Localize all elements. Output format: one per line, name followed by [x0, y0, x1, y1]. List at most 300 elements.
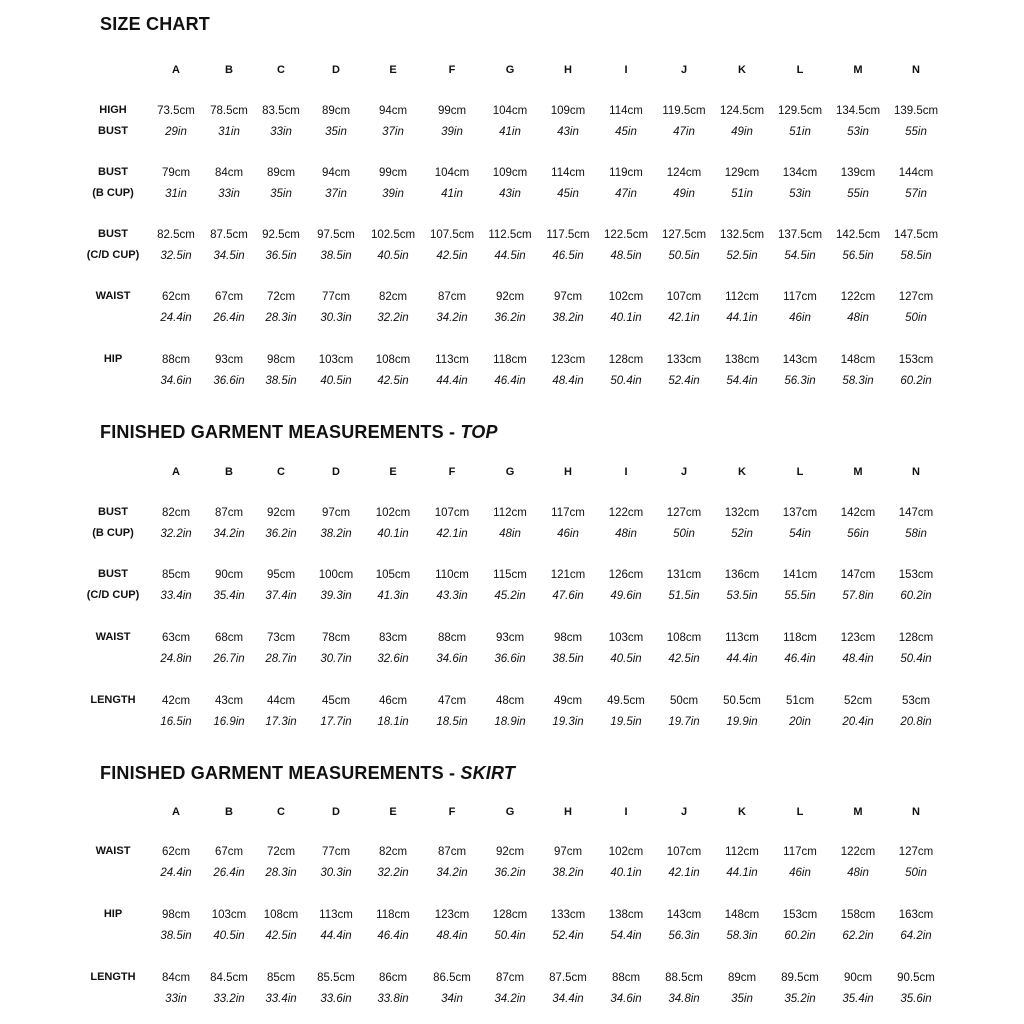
inch-value: 33.4in: [160, 590, 192, 602]
cm-value: 90cm: [214, 569, 244, 581]
inch-value: 16.5in: [160, 716, 192, 728]
cm-value: 127cm: [898, 291, 934, 303]
size-column-header: F: [448, 466, 456, 478]
inch-value: 36.2in: [265, 528, 297, 540]
size-column-header: L: [796, 466, 804, 478]
cm-value: 126cm: [608, 569, 644, 581]
inch-value: 45in: [557, 188, 579, 200]
row-label-line: (C/D CUP): [86, 249, 140, 261]
cm-value: 134cm: [782, 167, 818, 179]
row-label-line: BUST: [98, 568, 128, 580]
inch-value: 43.3in: [436, 590, 468, 602]
inch-value: 33in: [165, 993, 187, 1005]
inch-value: 34.6in: [436, 653, 468, 665]
cm-value: 123cm: [434, 909, 470, 921]
cm-value: 102.5cm: [370, 229, 416, 241]
inch-value: 39in: [441, 126, 463, 138]
inch-value: 18.1in: [377, 716, 409, 728]
size-column-header: K: [738, 806, 746, 818]
inch-value: 34.6in: [160, 375, 192, 387]
cm-value: 117cm: [783, 846, 817, 858]
cm-value: 49cm: [553, 695, 583, 707]
inch-value: 24.4in: [160, 312, 192, 324]
cm-value: 83.5cm: [262, 105, 300, 117]
row-label: [78, 224, 148, 266]
cm-value: 89cm: [266, 167, 296, 179]
size-column-header: I: [624, 806, 628, 818]
cm-value: 82.5cm: [157, 229, 195, 241]
size-column-header: L: [796, 64, 804, 76]
inch-value: 50.4in: [610, 375, 642, 387]
cm-value: 62cm: [161, 846, 191, 858]
cm-value: 137cm: [782, 507, 818, 519]
inch-value: 33.6in: [320, 993, 352, 1005]
cm-value: 93cm: [214, 354, 244, 366]
cm-value: 62cm: [161, 291, 191, 303]
inch-value: 52.4in: [668, 375, 700, 387]
inch-value: 50in: [673, 528, 695, 540]
cm-value: 139cm: [840, 167, 876, 179]
cm-value: 94cm: [321, 167, 351, 179]
inch-value: 19.3in: [552, 716, 584, 728]
inch-value: 46in: [789, 867, 811, 879]
cm-value: 97.5cm: [317, 229, 355, 241]
size-column-header: N: [912, 466, 920, 478]
row-label: [78, 904, 148, 925]
inch-value: 24.8in: [160, 653, 192, 665]
inch-value: 46in: [789, 312, 811, 324]
section-title-text: FINISHED GARMENT MEASUREMENTS -: [100, 763, 461, 783]
inch-value: 18.9in: [494, 716, 526, 728]
inch-value: 53in: [847, 126, 869, 138]
section-title-suffix: TOP: [460, 422, 498, 442]
cm-value: 107cm: [434, 507, 470, 519]
inch-value: 39in: [382, 188, 404, 200]
inch-value: 32.5in: [160, 250, 192, 262]
inch-value: 38.5in: [320, 250, 352, 262]
inch-value: 56in: [847, 528, 869, 540]
cm-value: 84cm: [161, 972, 191, 984]
cm-value: 103cm: [211, 909, 247, 921]
inch-value: 19.7in: [668, 716, 700, 728]
inch-value: 33in: [270, 126, 292, 138]
inch-value: 49.6in: [610, 590, 642, 602]
inch-value: 50in: [905, 867, 927, 879]
cm-value: 63cm: [161, 632, 191, 644]
row-label: [78, 162, 148, 204]
inch-value: 56.3in: [668, 930, 700, 942]
row-label-line: WAIST: [95, 290, 131, 302]
inch-value: 40.1in: [377, 528, 409, 540]
cm-value: 122cm: [608, 507, 644, 519]
inch-value: 24.4in: [160, 867, 192, 879]
inch-value: 44.4in: [726, 653, 758, 665]
size-column-header: E: [389, 466, 397, 478]
cm-value: 112.5cm: [488, 229, 532, 241]
inch-value: 35in: [270, 188, 292, 200]
cm-value: 108cm: [666, 632, 702, 644]
cm-value: 94cm: [378, 105, 408, 117]
cm-value: 72cm: [266, 291, 296, 303]
inch-value: 35in: [325, 126, 347, 138]
cm-value: 139.5cm: [893, 105, 939, 117]
inch-value: 46.4in: [784, 653, 816, 665]
cm-value: 89cm: [321, 105, 351, 117]
size-column-header: N: [912, 64, 920, 76]
cm-value: 87cm: [495, 972, 525, 984]
cm-value: 122cm: [840, 846, 876, 858]
size-column-header: I: [624, 64, 628, 76]
inch-value: 38.5in: [160, 930, 192, 942]
inch-value: 31in: [165, 188, 187, 200]
cm-value: 128cm: [492, 909, 528, 921]
row-label-line: WAIST: [95, 845, 131, 857]
inch-value: 35.2in: [784, 993, 816, 1005]
cm-value: 113cm: [319, 909, 353, 921]
inch-value: 17.7in: [320, 716, 352, 728]
cm-value: 85cm: [266, 972, 296, 984]
inch-value: 36.2in: [494, 867, 526, 879]
row-label: [78, 502, 148, 544]
inch-value: 34.8in: [668, 993, 700, 1005]
cm-value: 92cm: [266, 507, 296, 519]
cm-value: 86cm: [378, 972, 408, 984]
cm-value: 42cm: [161, 695, 191, 707]
row-label-line: LENGTH: [90, 694, 136, 706]
inch-value: 44.1in: [726, 867, 758, 879]
cm-value: 51cm: [785, 695, 815, 707]
inch-value: 18.5in: [436, 716, 468, 728]
cm-value: 79cm: [161, 167, 191, 179]
cm-value: 46cm: [378, 695, 408, 707]
cm-value: 163cm: [898, 909, 934, 921]
inch-value: 26.7in: [213, 653, 245, 665]
cm-value: 138cm: [608, 909, 644, 921]
cm-value: 100cm: [318, 569, 354, 581]
inch-value: 48in: [847, 312, 869, 324]
inch-value: 36.6in: [213, 375, 245, 387]
inch-value: 43in: [557, 126, 579, 138]
size-column-header: B: [225, 806, 233, 818]
section-title: [100, 14, 210, 35]
inch-value: 39.3in: [320, 590, 352, 602]
cm-value: 112cm: [493, 507, 527, 519]
cm-value: 88.5cm: [665, 972, 703, 984]
section-title-text: FINISHED GARMENT MEASUREMENTS -: [100, 422, 461, 442]
cm-value: 142cm: [840, 507, 876, 519]
cm-value: 117cm: [551, 507, 585, 519]
section-title: [100, 422, 498, 443]
cm-value: 98cm: [553, 632, 583, 644]
size-column-header: C: [277, 466, 285, 478]
cm-value: 88cm: [161, 354, 191, 366]
cm-value: 105cm: [375, 569, 411, 581]
size-column-header: E: [389, 64, 397, 76]
inch-value: 44.4in: [320, 930, 352, 942]
inch-value: 60.2in: [900, 375, 932, 387]
cm-value: 153cm: [898, 569, 934, 581]
cm-value: 87.5cm: [549, 972, 587, 984]
cm-value: 128cm: [898, 632, 934, 644]
inch-value: 55.5in: [784, 590, 816, 602]
inch-value: 36.6in: [494, 653, 526, 665]
cm-value: 107cm: [666, 846, 702, 858]
inch-value: 44.1in: [726, 312, 758, 324]
cm-value: 50.5cm: [723, 695, 761, 707]
cm-value: 43cm: [214, 695, 244, 707]
cm-value: 123cm: [840, 632, 876, 644]
inch-value: 37in: [325, 188, 347, 200]
cm-value: 147cm: [840, 569, 876, 581]
inch-value: 34.6in: [610, 993, 642, 1005]
cm-value: 52cm: [843, 695, 873, 707]
size-column-header: A: [172, 466, 180, 478]
inch-value: 34.2in: [436, 867, 468, 879]
inch-value: 58.5in: [900, 250, 932, 262]
inch-value: 47in: [615, 188, 637, 200]
cm-value: 112cm: [725, 291, 759, 303]
cm-value: 108cm: [375, 354, 411, 366]
cm-value: 82cm: [378, 291, 408, 303]
inch-value: 46.5in: [552, 250, 584, 262]
inch-value: 43in: [499, 188, 521, 200]
row-label: [78, 286, 148, 307]
cm-value: 153cm: [782, 909, 818, 921]
inch-value: 49in: [673, 188, 695, 200]
inch-value: 36.2in: [494, 312, 526, 324]
row-label-line: WAIST: [95, 631, 131, 643]
cm-value: 73.5cm: [157, 105, 195, 117]
inch-value: 37.4in: [265, 590, 297, 602]
cm-value: 118cm: [783, 632, 817, 644]
cm-value: 128cm: [608, 354, 644, 366]
inch-value: 46.4in: [377, 930, 409, 942]
cm-value: 78cm: [321, 632, 351, 644]
inch-value: 51.5in: [668, 590, 700, 602]
size-column-header: G: [505, 806, 515, 818]
size-column-header: M: [853, 64, 863, 76]
cm-value: 117.5cm: [546, 229, 590, 241]
inch-value: 28.7in: [265, 653, 297, 665]
inch-value: 41in: [499, 126, 521, 138]
size-column-header: L: [796, 806, 804, 818]
inch-value: 38.5in: [265, 375, 297, 387]
cm-value: 131cm: [666, 569, 702, 581]
cm-value: 113cm: [725, 632, 759, 644]
inch-value: 40.1in: [610, 867, 642, 879]
inch-value: 48.4in: [842, 653, 874, 665]
inch-value: 33in: [218, 188, 240, 200]
inch-value: 45in: [615, 126, 637, 138]
cm-value: 84cm: [214, 167, 244, 179]
cm-value: 109cm: [492, 167, 528, 179]
cm-value: 84.5cm: [210, 972, 248, 984]
inch-value: 33.4in: [265, 993, 297, 1005]
cm-value: 143cm: [782, 354, 818, 366]
size-column-header: H: [564, 466, 572, 478]
inch-value: 20in: [789, 716, 811, 728]
inch-value: 29in: [165, 126, 187, 138]
cm-value: 90.5cm: [897, 972, 935, 984]
cm-value: 85cm: [161, 569, 191, 581]
inch-value: 42.1in: [436, 528, 468, 540]
cm-value: 147.5cm: [893, 229, 939, 241]
inch-value: 55in: [905, 126, 927, 138]
size-column-header: M: [853, 806, 863, 818]
size-column-header: K: [738, 466, 746, 478]
inch-value: 64.2in: [900, 930, 932, 942]
inch-value: 38.2in: [552, 867, 584, 879]
inch-value: 58.3in: [726, 930, 758, 942]
size-column-header: A: [172, 64, 180, 76]
cm-value: 104cm: [434, 167, 470, 179]
cm-value: 127cm: [666, 507, 702, 519]
inch-value: 51in: [789, 126, 811, 138]
cm-value: 127cm: [898, 846, 934, 858]
cm-value: 83cm: [378, 632, 408, 644]
inch-value: 34.2in: [494, 993, 526, 1005]
inch-value: 50.5in: [668, 250, 700, 262]
cm-value: 92.5cm: [262, 229, 300, 241]
cm-value: 124.5cm: [719, 105, 765, 117]
size-column-header: F: [448, 64, 456, 76]
inch-value: 54.4in: [610, 930, 642, 942]
inch-value: 42.5in: [265, 930, 297, 942]
row-label-line: BUST: [98, 228, 128, 240]
inch-value: 44.5in: [494, 250, 526, 262]
inch-value: 30.3in: [320, 867, 352, 879]
cm-value: 143cm: [666, 909, 702, 921]
row-label: [78, 967, 148, 988]
cm-value: 153cm: [898, 354, 934, 366]
size-column-header: C: [277, 64, 285, 76]
inch-value: 52in: [731, 528, 753, 540]
cm-value: 49.5cm: [607, 695, 645, 707]
inch-value: 50.4in: [900, 653, 932, 665]
cm-value: 127.5cm: [661, 229, 707, 241]
cm-value: 119cm: [609, 167, 643, 179]
cm-value: 77cm: [321, 846, 351, 858]
size-column-header: B: [225, 466, 233, 478]
inch-value: 34.2in: [436, 312, 468, 324]
inch-value: 42.1in: [668, 867, 700, 879]
cm-value: 67cm: [214, 291, 244, 303]
inch-value: 35.6in: [900, 993, 932, 1005]
inch-value: 41in: [441, 188, 463, 200]
inch-value: 52.4in: [552, 930, 584, 942]
cm-value: 107cm: [666, 291, 702, 303]
cm-value: 104cm: [492, 105, 528, 117]
inch-value: 56.3in: [784, 375, 816, 387]
inch-value: 54.4in: [726, 375, 758, 387]
cm-value: 98cm: [161, 909, 191, 921]
inch-value: 49in: [731, 126, 753, 138]
inch-value: 32.2in: [160, 528, 192, 540]
row-label: [78, 627, 148, 648]
section-title-text: SIZE CHART: [100, 14, 210, 34]
row-label: [78, 690, 148, 711]
inch-value: 42.5in: [377, 375, 409, 387]
row-label-line: HIP: [103, 908, 123, 920]
inch-value: 34.5in: [213, 250, 245, 262]
inch-value: 62.2in: [842, 930, 874, 942]
size-column-header: D: [332, 64, 340, 76]
inch-value: 30.7in: [320, 653, 352, 665]
inch-value: 38.2in: [552, 312, 584, 324]
cm-value: 137.5cm: [777, 229, 823, 241]
cm-value: 47cm: [437, 695, 467, 707]
cm-value: 87cm: [437, 846, 467, 858]
cm-value: 102cm: [608, 846, 644, 858]
inch-value: 32.6in: [377, 653, 409, 665]
cm-value: 136cm: [724, 569, 760, 581]
size-column-header: J: [680, 64, 688, 76]
size-column-header: D: [332, 806, 340, 818]
inch-value: 50.4in: [494, 930, 526, 942]
cm-value: 97cm: [553, 846, 583, 858]
inch-value: 30.3in: [320, 312, 352, 324]
inch-value: 48.4in: [436, 930, 468, 942]
cm-value: 97cm: [321, 507, 351, 519]
inch-value: 40.5in: [320, 375, 352, 387]
inch-value: 20.8in: [900, 716, 932, 728]
size-column-header: F: [448, 806, 456, 818]
inch-value: 55in: [847, 188, 869, 200]
inch-value: 47.6in: [552, 590, 584, 602]
cm-value: 88cm: [611, 972, 641, 984]
cm-value: 89cm: [727, 972, 757, 984]
cm-value: 82cm: [161, 507, 191, 519]
cm-value: 114cm: [551, 167, 585, 179]
inch-value: 38.2in: [320, 528, 352, 540]
cm-value: 78.5cm: [210, 105, 248, 117]
cm-value: 88cm: [437, 632, 467, 644]
cm-value: 144cm: [898, 167, 934, 179]
inch-value: 34.2in: [213, 528, 245, 540]
cm-value: 133cm: [666, 354, 702, 366]
inch-value: 54in: [789, 528, 811, 540]
inch-value: 53.5in: [726, 590, 758, 602]
row-label: [78, 564, 148, 606]
cm-value: 102cm: [375, 507, 411, 519]
cm-value: 97cm: [553, 291, 583, 303]
row-label-line: (B CUP): [92, 187, 134, 199]
cm-value: 86.5cm: [433, 972, 471, 984]
cm-value: 85.5cm: [317, 972, 355, 984]
cm-value: 132cm: [724, 507, 760, 519]
inch-value: 33.8in: [377, 993, 409, 1005]
cm-value: 107.5cm: [429, 229, 475, 241]
inch-value: 58.3in: [842, 375, 874, 387]
size-column-header: N: [912, 806, 920, 818]
size-column-header: J: [680, 806, 688, 818]
size-column-header: B: [225, 64, 233, 76]
cm-value: 50cm: [669, 695, 699, 707]
inch-value: 16.9in: [213, 716, 245, 728]
cm-value: 142.5cm: [835, 229, 881, 241]
size-column-header: H: [564, 806, 572, 818]
inch-value: 37in: [382, 126, 404, 138]
cm-value: 67cm: [214, 846, 244, 858]
cm-value: 103cm: [318, 354, 354, 366]
inch-value: 17.3in: [265, 716, 297, 728]
cm-value: 109cm: [550, 105, 586, 117]
section-title: [100, 763, 515, 784]
cm-value: 102cm: [608, 291, 644, 303]
cm-value: 141cm: [782, 569, 818, 581]
cm-value: 103cm: [608, 632, 644, 644]
cm-value: 114cm: [609, 105, 643, 117]
